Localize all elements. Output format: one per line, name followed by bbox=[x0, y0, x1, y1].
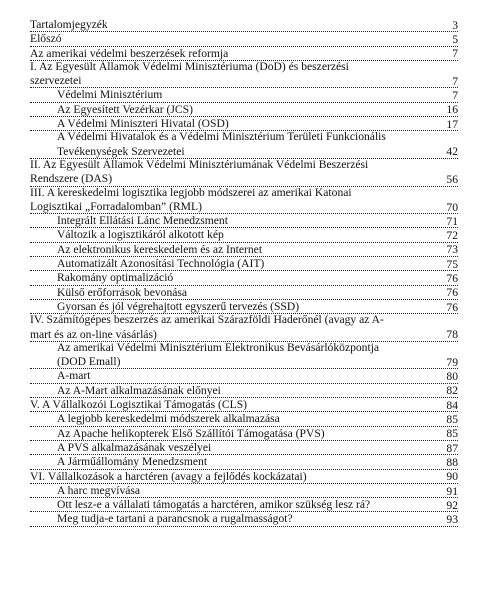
toc-entry bbox=[30, 159, 458, 172]
toc-entry-title: Az Egyesített Vezérkar (JCS) bbox=[57, 102, 193, 116]
toc-entry-title: szervezetei bbox=[30, 74, 82, 88]
toc-entry-page: 76 bbox=[446, 300, 458, 314]
toc-entry-title: Ott lesz-e a vállalati támogatás a harctéren, amikor szükség lesz rá? bbox=[57, 498, 371, 512]
toc-entry bbox=[30, 355, 458, 369]
toc-entry-title: mart és az on-line vásárlás) bbox=[30, 327, 157, 341]
toc-entry-title: I. Az Egyesült Államok Védelmi Minisztériuma (DoD) és beszerzési bbox=[30, 60, 349, 73]
toc-entry-page: 82 bbox=[446, 384, 458, 398]
toc-entry-title: Az A-Mart alkalmazásának előnyei bbox=[57, 383, 221, 397]
toc-entry-page: 90 bbox=[446, 470, 458, 484]
toc-entry-title: Tevékenységek Szervezetei bbox=[57, 144, 185, 158]
toc-entry-title: Változik a logisztikáról alkotott kép bbox=[57, 228, 224, 242]
toc-entry bbox=[30, 117, 458, 131]
toc-entry-page: 5 bbox=[452, 33, 458, 46]
toc-entry-title: A harc megvívása bbox=[57, 483, 141, 497]
toc-entry-title: Az Apache helikopterek Első Szállítói Támogatása (PVS) bbox=[57, 426, 325, 440]
toc-entry-title: A Járműállomány Menedzsment bbox=[57, 455, 208, 469]
toc-entry-title: Az amerikai védelmi beszerzések reformja bbox=[30, 46, 229, 60]
toc-entry-page: 70 bbox=[446, 200, 458, 214]
toc-entry-page: 73 bbox=[446, 243, 458, 257]
toc-entry bbox=[30, 441, 458, 455]
toc-entry-title: II. Az Egyesült Államok Védelmi Minisztériumának Védelmi Beszerzési bbox=[30, 158, 369, 171]
toc-entry-title: Gyorsan és jól végrehajtott egyszerű tervezés (SSD) bbox=[57, 299, 300, 313]
toc-entry bbox=[30, 131, 458, 144]
toc-entry bbox=[30, 88, 458, 102]
toc-entry bbox=[30, 74, 458, 88]
toc-entry bbox=[30, 228, 458, 242]
toc-entry bbox=[30, 47, 458, 61]
toc-entry-title: Rendszere (DAS) bbox=[30, 172, 113, 186]
toc-entry-title: Meg tudja-e tartani a parancsnok a rugalmasságot? bbox=[57, 512, 293, 526]
toc-entry bbox=[30, 18, 458, 32]
toc-entry bbox=[30, 200, 458, 214]
toc-entry bbox=[30, 470, 458, 484]
toc-entry-page: 93 bbox=[446, 513, 458, 527]
toc-entry-title: Az amerikai Védelmi Minisztérium Elektronikus Bevásárlóközpontja bbox=[57, 341, 380, 354]
toc-entry bbox=[30, 300, 458, 314]
toc-entry-title: A PVS alkalmazásának veszélyei bbox=[57, 440, 212, 454]
toc-entry bbox=[30, 187, 458, 200]
toc-entry-page: 87 bbox=[446, 441, 458, 455]
toc-entry bbox=[30, 271, 458, 285]
toc-entry bbox=[30, 498, 458, 512]
toc-entry bbox=[30, 455, 458, 469]
toc-entry-title: A-mart bbox=[57, 369, 91, 383]
toc-entry bbox=[30, 103, 458, 117]
toc-entry-title: Integrált Ellátási Lánc Menedzsment bbox=[57, 214, 228, 228]
toc-entry-page: 72 bbox=[446, 229, 458, 243]
toc-entry-page: 3 bbox=[452, 18, 458, 32]
toc-entry-title: A legjobb kereskedelmi módszerek alkalmazása bbox=[57, 412, 280, 426]
toc-entry-page: 76 bbox=[446, 286, 458, 300]
toc-entry-title: Logisztikai „Forradalomban” (RML) bbox=[30, 199, 202, 213]
toc-entry bbox=[30, 412, 458, 426]
toc-entry-title: Az elektronikus kereskedelem és az Internet bbox=[57, 242, 263, 256]
toc-entry bbox=[30, 286, 458, 300]
toc-entry bbox=[30, 314, 458, 327]
toc-entry-page: 78 bbox=[446, 328, 458, 342]
toc-entry-title: A Védelmi Hivatalok és a Védelmi Minisztérium Területi Funkcionális bbox=[57, 131, 386, 144]
toc-entry bbox=[30, 172, 458, 186]
toc-entry-page: 7 bbox=[452, 74, 458, 88]
toc-entry bbox=[30, 512, 458, 526]
toc-entry bbox=[30, 328, 458, 342]
toc-entry-title: IV. Számítógépes beszerzés az amerikai Szárazföldi Haderőnél (avagy az A- bbox=[30, 314, 384, 327]
toc-entry-page: 76 bbox=[446, 272, 458, 286]
toc-entry-page: 80 bbox=[446, 370, 458, 384]
toc-entry-page: 79 bbox=[446, 355, 458, 369]
table-of-contents bbox=[30, 18, 458, 527]
toc-entry-page: 17 bbox=[446, 117, 458, 131]
toc-entry-title: Tartalomjegyzék bbox=[30, 18, 108, 31]
toc-entry-page: 16 bbox=[446, 103, 458, 117]
toc-entry-title: A Védelmi Miniszteri Hivatal (OSD) bbox=[57, 117, 229, 131]
toc-entry-title: V. A Vállalkozói Logisztikai Támogatás (CLS) bbox=[30, 398, 248, 412]
toc-entry-title: VI. Vállalkozások a harctéren (avagy a fejlődés kockázatai) bbox=[30, 469, 307, 483]
toc-entry-title: Rakomány optimalizáció bbox=[57, 271, 174, 285]
toc-entry-page: 7 bbox=[452, 89, 458, 103]
toc-entry bbox=[30, 484, 458, 498]
toc-entry-page: 7 bbox=[452, 47, 458, 61]
toc-entry-page: 91 bbox=[446, 484, 458, 498]
toc-entry bbox=[30, 342, 458, 355]
toc-entry bbox=[30, 61, 458, 74]
toc-entry-title: Előszó bbox=[30, 32, 62, 46]
toc-entry-page: 56 bbox=[446, 172, 458, 186]
toc-entry-page: 88 bbox=[446, 455, 458, 469]
toc-entry-title: Védelmi Minisztérium bbox=[57, 88, 163, 102]
toc-entry bbox=[30, 427, 458, 441]
toc-entry bbox=[30, 145, 458, 159]
toc-entry-title: Automatizált Azonosítási Technológia (AIT) bbox=[57, 257, 265, 271]
toc-entry-title: (DOD Emall) bbox=[57, 355, 121, 369]
toc-entry bbox=[30, 398, 458, 412]
toc-entry-page: 84 bbox=[446, 398, 458, 412]
toc-entry bbox=[30, 243, 458, 257]
toc-entry-page: 71 bbox=[446, 214, 458, 228]
toc-entry-page: 75 bbox=[446, 257, 458, 271]
toc-entry bbox=[30, 384, 458, 398]
toc-entry-title: Külső erőforrások bevonása bbox=[57, 285, 188, 299]
toc-entry-page: 42 bbox=[446, 145, 458, 159]
toc-entry-page: 85 bbox=[446, 413, 458, 427]
toc-entry-title: III. A kereskedelmi logisztika legjobb módszerei az amerikai Katonai bbox=[30, 186, 352, 199]
toc-entry bbox=[30, 369, 458, 383]
toc-entry-page: 85 bbox=[446, 427, 458, 441]
toc-entry bbox=[30, 214, 458, 228]
toc-entry bbox=[30, 257, 458, 271]
toc-entry-page: 92 bbox=[446, 498, 458, 512]
toc-entry bbox=[30, 32, 458, 46]
